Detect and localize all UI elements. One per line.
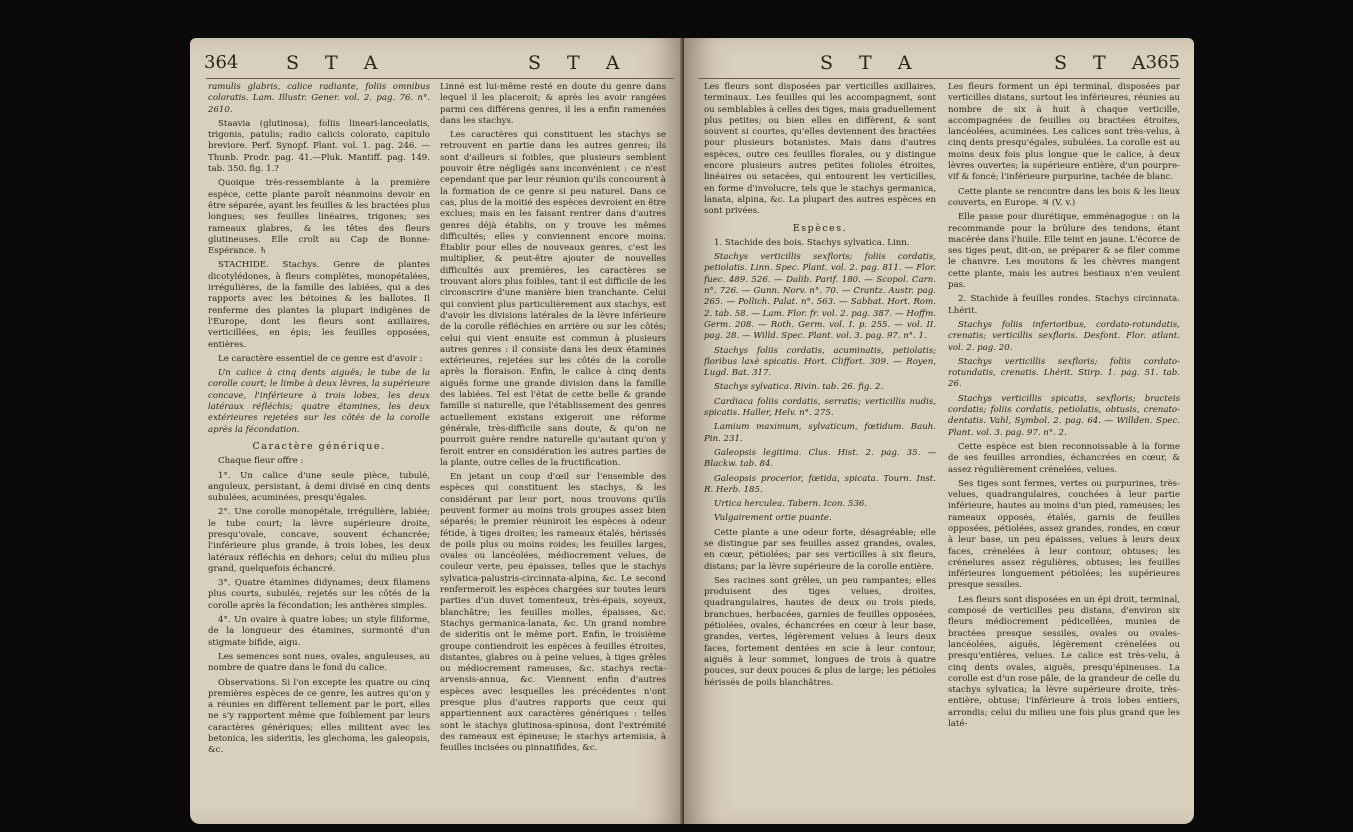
paragraph: En jetant un coup d'œil sur l'ensemble des espèces qui constituent les stachys, & les considérant par leur port, nous trouvons qu'ils peuvent former au moins trois groupes assez bien séparés; le premier réuniroit les espèces à odeur fétide, à tiges droites; les rameaux étalés, hérissés de poils plus ou moins roides; les feuilles larges, ovales ou lancéolées, médiocrement velues, de couleur verte, peu épaisses, telles que le stachys sylvatica-palustris-circinnata-alpina, &c. Le second renfermeroit les espèces chargées sur toutes leurs parties d'un duvet tomenteux, très-épais, soyeux, blanchâtre; les feuilles molles, épaisses, &c. Stachys germanica-lanata, &c. Un grand nombre de sideritis ont le même port. Enfin, le troisième groupe contiendroit les espèces à feuilles étroites, distantes, glabres ou à peine velues, à tiges grêles ou médiocrement rameuses, &c. stachys recta-arvensis-annua, &c. Viennent enfin d'autres espèces avec lesquelles les précédentes n'ont presque plus d'autres rapports que ceux qui appartiennent aux caractères génériques : telles sont le stachys glutinosa-spinosa, dont l'extrémité des rameaux est épineuse; le stachys artemisia, à feuilles incisées ou pinnatifides, &c.	[440, 472, 666, 754]
paragraph: Quoique très-ressemblante à la première espèce, cette plante paroît néanmoins devoir en être séparée, ayant les feuilles & les bractées plus longues; ses feuilles linéaires, trigones; ses rameaux glabres, & les têtes des fleurs glutineuses. Elle croît au Cap de Bonne-Espérance. ♄	[208, 178, 430, 257]
running-head: S T A	[528, 52, 630, 74]
paragraph: Galeopsis legitima. Clus. Hist. 2. pag. 35. — Blackw. tab. 84.	[704, 447, 936, 470]
paragraph: Les caractères qui constituent les stachys se retrouvent en partie dans les autres genres; ils sont d'ailleurs si foibles, que plusieurs semblent pouvoir être négligés sans inconvénient : ce n'est cependant que par leur réunion qu'ils concourent à la formation de ce genre si peu naturel. Dans ce cas, plus de la moitié des espèces devroient en être exclues; mais en les faisant rentrer dans d'autres genres déjà établis, on y trouve les mêmes difficultés; elles y conviennent encore moins. Établir pour elles de nouveaux genres, c'est les multiplier, & peut-être ajouter de nouvelles difficultés aux premières, les caractères se trouvant alors plus foibles, tant il est difficile de les circonscrire d'une manière bien tranchante. Celui qui convient plus particulièrement aux stachys, est d'avoir les divisions latérales de la lèvre inférieure de la corolle réfléchies en arrière ou sur les côtés; celui qui vient ensuite est commun à plusieurs autres genres : il consiste dans les deux étamines extérieures, rejetées sur les côtés de la corolle après la floraison. Enfin, le calice à cinq dents aiguës forme une grande division dans la famille des labiées. Tel est l'état de cette belle & grande famille si naturelle, que l'établissement des genres actuellement existans exigeroit une réforme générale, très-difficile sans doute, & qu'on ne pourroit guère rendre naturelle qu'autant qu'on y feroit entrer en considération les autres parties de la plante, outre celles de la fructification.	[440, 130, 666, 468]
right-page-header	[684, 52, 1194, 78]
paragraph: Cette plante a une odeur forte, désagréable; elle se distingue par ses feuilles assez grandes, ovales, en cœur, pétiolées; par ses verticilles à six fleurs, distans; par la lèvre supérieure de la corolle entière.	[704, 527, 936, 572]
paragraph: Ses tiges sont fermes, vertes ou purpurines, très-velues, quadrangulaires, couchées à leur partie inférieure, hautes au moins d'un pied, rameuses; les rameaux opposés, étalés, garnis de feuilles opposées, pétiolées, assez grandes, rondes, en cœur à leur base, un peu épaisses, velues à leurs deux faces, crénelées à leur contour, obtuses; les crénelures assez régulières, obtuses; les feuilles inférieures longuement pétiolées; les supérieures presque sessiles.	[948, 478, 1180, 591]
running-head: S T A	[820, 52, 922, 74]
paragraph: Elle passe pour diurétique, emménagogue : on la recommande pour la brûlure des tendons, étant macérée dans l'huile. Elle teint en jaune. L'écorce de ses tiges peut, dit-on, se préparer & se filer comme le chanvre. Les moutons & les chèvres mangent cette plante, mais les autres bestiaux n'en veulent pas.	[948, 212, 1180, 291]
paragraph: Ses racines sont grêles, un peu rampantes; elles produisent des tiges velues, droites, quadrangulaires, hautes de deux ou trois pieds, branchues, herbacées, garnies de feuilles opposées, pétiolées, ovales, échancrées en cœur à leur base, grandes, vertes, légèrement velues à leurs deux faces, fortement dentées en scie à leur contour, aiguës à leur sommet, longues de trois à quatre pouces, sur deux pouces & plus de large; les pétioles hérissés de poils blanchâtres.	[704, 575, 936, 688]
paragraph: 3°. Quatre étamines didynames; deux filamens plus courts, subulés, rejetés sur les côtés de la corolle après la fécondation; les anthères simples.	[208, 578, 430, 611]
paragraph: Cette espèce est bien reconnoissable à la forme de ses feuilles arrondies, échancrées en cœur, & assez régulièrement crénelées, velues.	[948, 441, 1180, 475]
running-head: S T A	[1054, 52, 1156, 74]
header-rule	[698, 78, 1180, 79]
paragraph: Staavia (glutinosa), foliis lineari-lanceolatis, trigonis, patulis; radio calicis colorato, capitulo breviore. Perf. Synopf. Plant. vol. 1. pag. 246. — Thunb. Prodr. pag. 41.—Pluk. Mantiff. pag. 149. tab. 350. fig. 1.?	[208, 118, 430, 175]
paragraph: Lamium maximum, sylvaticum, fœtidum. Bauh. Pin. 231.	[704, 422, 936, 444]
text-column	[440, 82, 666, 814]
paragraph: Les fleurs sont disposées en un épi droit, terminal, composé de verticilles peu distans, d'environ six fleurs médiocrement pédicellées, munies de bractées presque sessiles, ovales ou ovales-lancéolées, aiguës, légèrement crénelées ou presqu'entières, velues. Le calice est très-velu, à cinq dents ovales, aiguës, presqu'épineuses. La corolle est d'un rose pâle, de la grandeur de celle du stachys sylvatica; la lèvre supérieure droite, très-entière, obtuse; l'inférieure à trois lobes entiers, arrondis; celui du milieu une fois plus grand que les laté-	[948, 594, 1180, 730]
paragraph: Galeopsis procerior, fœtida, spicata. Tourn. Inst. R. Herb. 185.	[704, 473, 936, 495]
running-head: S T A	[286, 52, 388, 74]
right-page	[684, 38, 1194, 824]
paragraph: Les semences sont nues, ovales, anguleuses, au nombre de quatre dans le fond du calice.	[208, 651, 430, 674]
paragraph: 1°. Un calice d'une seule pièce, tubulé, anguleux, persistant, à demi divisé en cinq dents subulées, acuminées, presqu'égales.	[208, 470, 430, 504]
paragraph: ramulis glabris, calice radiante, foliis omnibus coloratis. Lam. Illustr. Gener. vol. 2. pag. 76. n°. 2610.	[208, 82, 430, 115]
paragraph: Un calice à cinq dents aiguës; le tube de la corolle court; le limbe à deux lèvres, la supérieure concave, l'inférieure à trois lobes, les deux latéraux réfléchis; quatre étamines, les deux extérieures rejetées sur les côtés de la corolle après la fécondation.	[208, 368, 430, 435]
paragraph: Vulgairement ortie puante.	[714, 513, 832, 524]
paragraph: Observations. Si l'on excepte les quatre ou cinq premières espèces de ce genre, les autres qu'on y a réunies en diffèrent tellement par le port, elles ne s'y rapportent même que foiblement par leurs caractères génériques; elles militent avec les betonica, les sideritis, les glechoma, les galeopsis, &c.	[208, 677, 430, 756]
paragraph: Cette plante se rencontre dans les bois & les lieux couverts, en Europe. ♃ (V. v.)	[948, 186, 1180, 208]
paragraph: Linné est lui-même resté en doute du genre dans lequel il les placeroit; & après les avoir rangées parmi ces différens genres, il les a enfin ramenées dans les stachys.	[440, 82, 666, 126]
paragraph: 2°. Une corolle monopétale, irrégulière, labiée; le tube court; la lèvre supérieure droite, presqu'ovale, concave, souvent échancrée; l'inférieure plus grande, à trois lobes, les deux latéraux réfléchis en dehors; celui du milieu plus grand, quelquefois échancré.	[208, 507, 430, 574]
paragraph: Chaque fleur offre :	[218, 456, 304, 467]
paragraph: 4°. Un ovaire à quatre lobes; un style filiforme, de la longueur des étamines, surmonté d'un stigmate bifide, aigu.	[208, 615, 430, 648]
paragraph: STACHIDE. Stachys. Genre de plantes dicotylédones, à fleurs complètes, monopétalées, irrégulières, de la famille des labiées, qui a des rapports avec les bétoines & les ballotes. Il renferme des plantes la plupart indigènes de l'Europe, dont les fleurs sont axillaires, verticillées, en épis; les feuilles opposées, entières.	[208, 260, 430, 350]
paragraph: 2. Stachide à feuilles rondes. Stachys circinnata. Lhérit.	[948, 294, 1180, 316]
page-number: 365	[1145, 52, 1180, 73]
section-heading: Caractère générique.	[252, 440, 386, 452]
text-column	[948, 82, 1180, 814]
left-page	[190, 38, 684, 824]
paragraph: Stachys sylvatica. Rivin. tab. 26. fig. 2.	[714, 382, 884, 393]
paragraph: Urtica herculea. Tabern. Icon. 536.	[714, 499, 868, 510]
paragraph: Stachys verticillis sexfloris; foliis cordatis, petiolatis. Linn. Spec. Plant. vol. 2. pag. 811. — Flor. fuec. 489. 526. — Dalib. Parif. 180. — Scopol. Carn. n°. 726. — Gunn. Norv. n°. 70. — Crantz. Austr. pag. 265. — Pollich. Palat. n°. 563. — Sabbat. Hort. Rom. 2. tab. 58. — Lam. Flor. fr. vol. 2. pag. 387. — Hoffm. Germ. 208. — Roth. Germ. vol. I. p. 255. — vol. II. pag. 28. — Willd. Spec. Plant. vol. 3. pag. 97. n°. 1.	[704, 252, 936, 342]
paragraph: Stachys verticillis sexfloris; foliis cordato-rotundatis, crenatis. Lhérit. Stirp. 1. pag. 51. tab. 26.	[948, 356, 1180, 390]
paragraph: Les fleurs sont disposées par verticilles axillaires, terminaux. Les feuilles qui les accompagnent, sont ou semblables à celles des tiges, mais graduellement plus petites; ou bien elles en diffèrent, & sont souvent si courtes, qu'elles deviennent des bractées pour plusieurs botanistes. Mais dans d'autres espèces, outre ces feuilles florales, ou y distingue encore plusieurs autres petites folioles étroites, linéaires ou setacées, qui entourent les verticilles, en forme d'involucre, tels que le stachys germanica, lanata, alpina, &c. La plupart des autres espèces en sont privées.	[704, 82, 936, 217]
text-column	[208, 82, 430, 814]
paragraph: Stachys foliis cordatis, acuminatis, petiolatis; floribus laxè spicatis. Hort. Cliffort. 309. — Royen, Lugd. Bat. 317.	[704, 345, 936, 379]
section-heading: Espèces.	[792, 222, 848, 234]
paragraph: Stachys verticillis spicatis, sexfloris; bracteis cordatis; foliis cordatis, petiolatis, obtusis, crenato-dentatis. Vahl, Symbol. 2. pag. 64. — Willden. Spec. Plant. vol. 3. pag. 97. n°. 2.	[948, 393, 1180, 438]
paragraph: Stachys foliis inferioribus, cordato-rotundatis, crenatis; verticillis sexfloris. Desfont. Flor. atlant. vol. 2. pag. 20.	[948, 319, 1180, 353]
paragraph: Le caractère essentiel de ce genre est d'avoir :	[218, 353, 423, 364]
header-rule	[206, 78, 674, 79]
paragraph: 1. Stachide des bois. Stachys sylvatica. Linn.	[714, 237, 910, 248]
left-page-header	[190, 52, 684, 78]
text-column	[704, 82, 936, 814]
paragraph: Cardiaca foliis cordatis, serratis; verticillis nudis, spicatis. Haller, Helv. n°. 275.	[704, 396, 936, 419]
page-number: 364	[204, 52, 239, 73]
paragraph: Les fleurs forment un épi terminal, disposées par verticilles distans, surtout les inférieures, réunies au nombre de six à huit à chaque verticille, accompagnées de feuilles ou bractées étroites, lancéolées, acuminées. Les calices sont très-velus, à cinq dents presqu'égales, subulées. La corolle est au moins deux fois plus longue que le calice, à deux lèvres ouvertes; la supérieure entière, d'un pourpre-vif & foncé; l'inférieure purpurine, tachée de blanc.	[948, 82, 1180, 183]
